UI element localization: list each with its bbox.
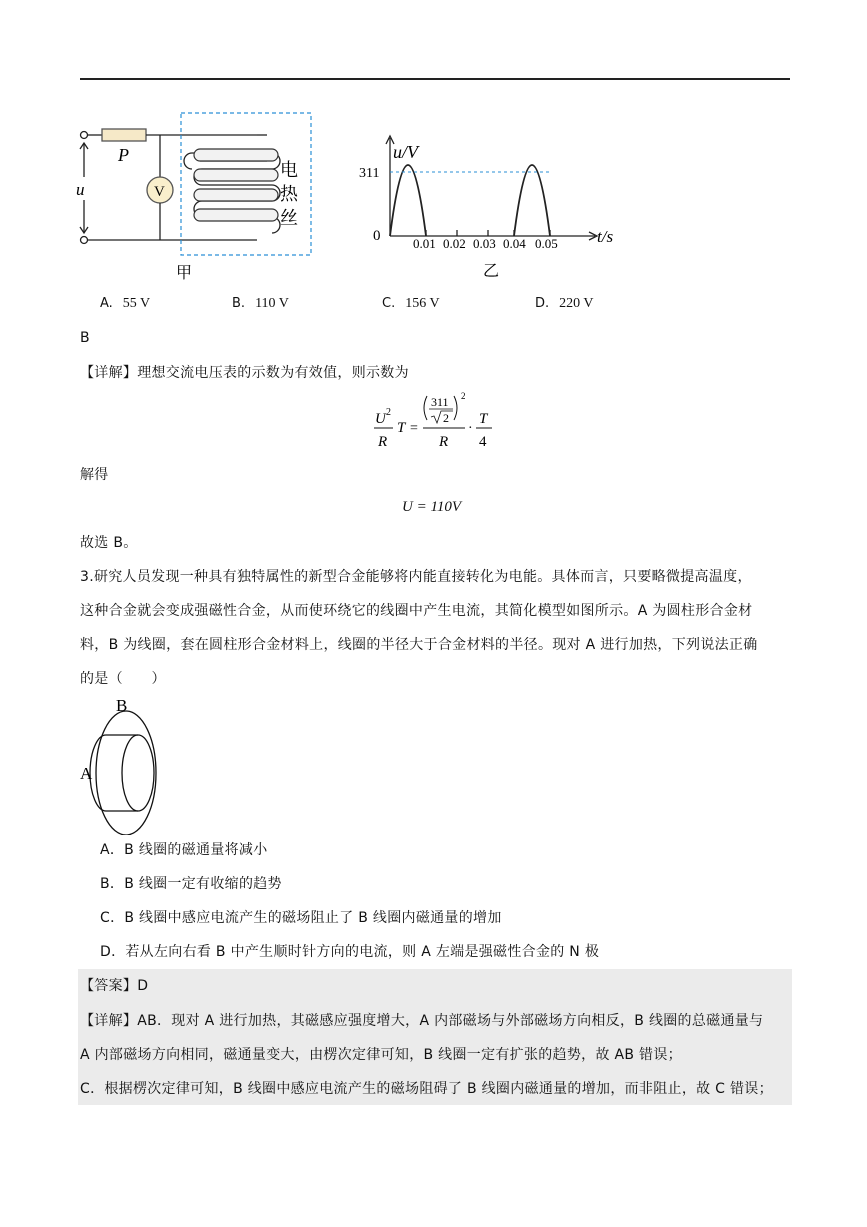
svg-text:T: T [397, 420, 406, 436]
svg-text:T: T [479, 411, 488, 427]
q3-detail-2: A 内部磁场方向相同，磁通量变大，由楞次定律可知，B 线圈一定有扩张的趋势，故 AB 错误； [80, 1047, 682, 1063]
x-tick-2: 0.02 [443, 236, 466, 251]
circuit-figure [72, 105, 322, 285]
svg-text:311: 311 [431, 395, 449, 409]
label-p: P [118, 145, 129, 165]
x-tick-5: 0.05 [535, 236, 558, 251]
label-a: A [80, 764, 93, 783]
y-axis-label: u/V [393, 142, 418, 162]
svg-text:R: R [378, 434, 388, 450]
q3-option-d[interactable]: D．若从左向右看 B 中产生顺时针方向的电流，则 A 左端是强磁性合金的 N 极 [100, 944, 600, 960]
label-u: u [76, 180, 85, 199]
heater-char-3: 丝 [280, 208, 298, 228]
label-b: B [116, 696, 128, 715]
svg-text:=: = [410, 421, 418, 436]
x-tick-3: 0.03 [473, 236, 496, 251]
q3-option-b[interactable]: B．B 线圈一定有收缩的趋势 [100, 876, 282, 892]
coil-figure [78, 695, 178, 835]
option-a[interactable]: A. 55 V [100, 296, 151, 311]
origin-label: 0 [373, 228, 381, 244]
q3-stem-4: 的是（ ） [80, 671, 166, 687]
q3-stem-1: 3.研究人员发现一种具有独特属性的新型合金能够将内能直接转化为电能。具体而言，只要略微提高温度， [80, 569, 752, 585]
rms-formula [365, 390, 505, 460]
svg-text:2: 2 [386, 407, 391, 418]
q3-stem-2: 这种合金就会变成强磁性合金，从而使环绕它的线圈中产生电流，其简化模型如图所示。A 为圆柱形合金材 [80, 603, 753, 619]
option-d[interactable]: D. 220 V [535, 296, 594, 311]
x-axis-label: t/s [597, 227, 614, 246]
svg-text:U: U [375, 411, 386, 427]
q2-conclusion: 故选 B。 [80, 535, 138, 551]
option-c[interactable]: C. 156 V [382, 296, 440, 311]
x-tick-4: 0.04 [503, 236, 526, 251]
q3-detail-1: 【详解】AB．现对 A 进行加热，其磁感应强度增大，A 内部磁场与外部磁场方向相反，B 线圈的总磁通量与 [80, 1013, 764, 1029]
heater-char-1: 电 [280, 160, 298, 180]
q3-detail-3: C．根据楞次定律可知，B 线圈中感应电流产生的磁场阻碍了 B 线圈内磁通量的增加，而非阻止，故 C 错误； [80, 1081, 773, 1097]
svg-text:2: 2 [443, 411, 449, 425]
q3-stem-3: 料，B 为线圈，套在圆柱形合金材料上，线圈的半径大于合金材料的半径。现对 A 进行加热，下列说法正确 [80, 637, 758, 653]
option-b[interactable]: B. 110 V [232, 296, 289, 311]
svg-text:4: 4 [479, 434, 487, 450]
q2-solve-label: 解得 [80, 467, 109, 483]
svg-text:·: · [468, 421, 473, 436]
q2-answer: B [80, 330, 90, 346]
y-value-311: 311 [359, 166, 380, 181]
caption-jia: 甲 [176, 265, 193, 282]
voltmeter-label: V [154, 184, 165, 200]
q2-detail: 【详解】理想交流电压表的示数为有效值，则示数为 [80, 365, 409, 381]
x-tick-1: 0.01 [413, 236, 436, 251]
q3-option-c[interactable]: C．B 线圈中感应电流产生的磁场阻止了 B 线圈内磁通量的增加 [100, 910, 502, 926]
svg-text:2: 2 [461, 391, 466, 401]
q3-answer: 【答案】D [80, 978, 149, 994]
caption-yi: 乙 [483, 263, 500, 280]
waveform-chart [355, 130, 625, 282]
heater-char-2: 热 [280, 184, 298, 204]
q3-option-a[interactable]: A．B 线圈的磁通量将减小 [100, 842, 268, 858]
svg-text:R: R [439, 434, 449, 450]
header-rule [80, 78, 790, 80]
q2-result: U = 110V [402, 499, 462, 515]
